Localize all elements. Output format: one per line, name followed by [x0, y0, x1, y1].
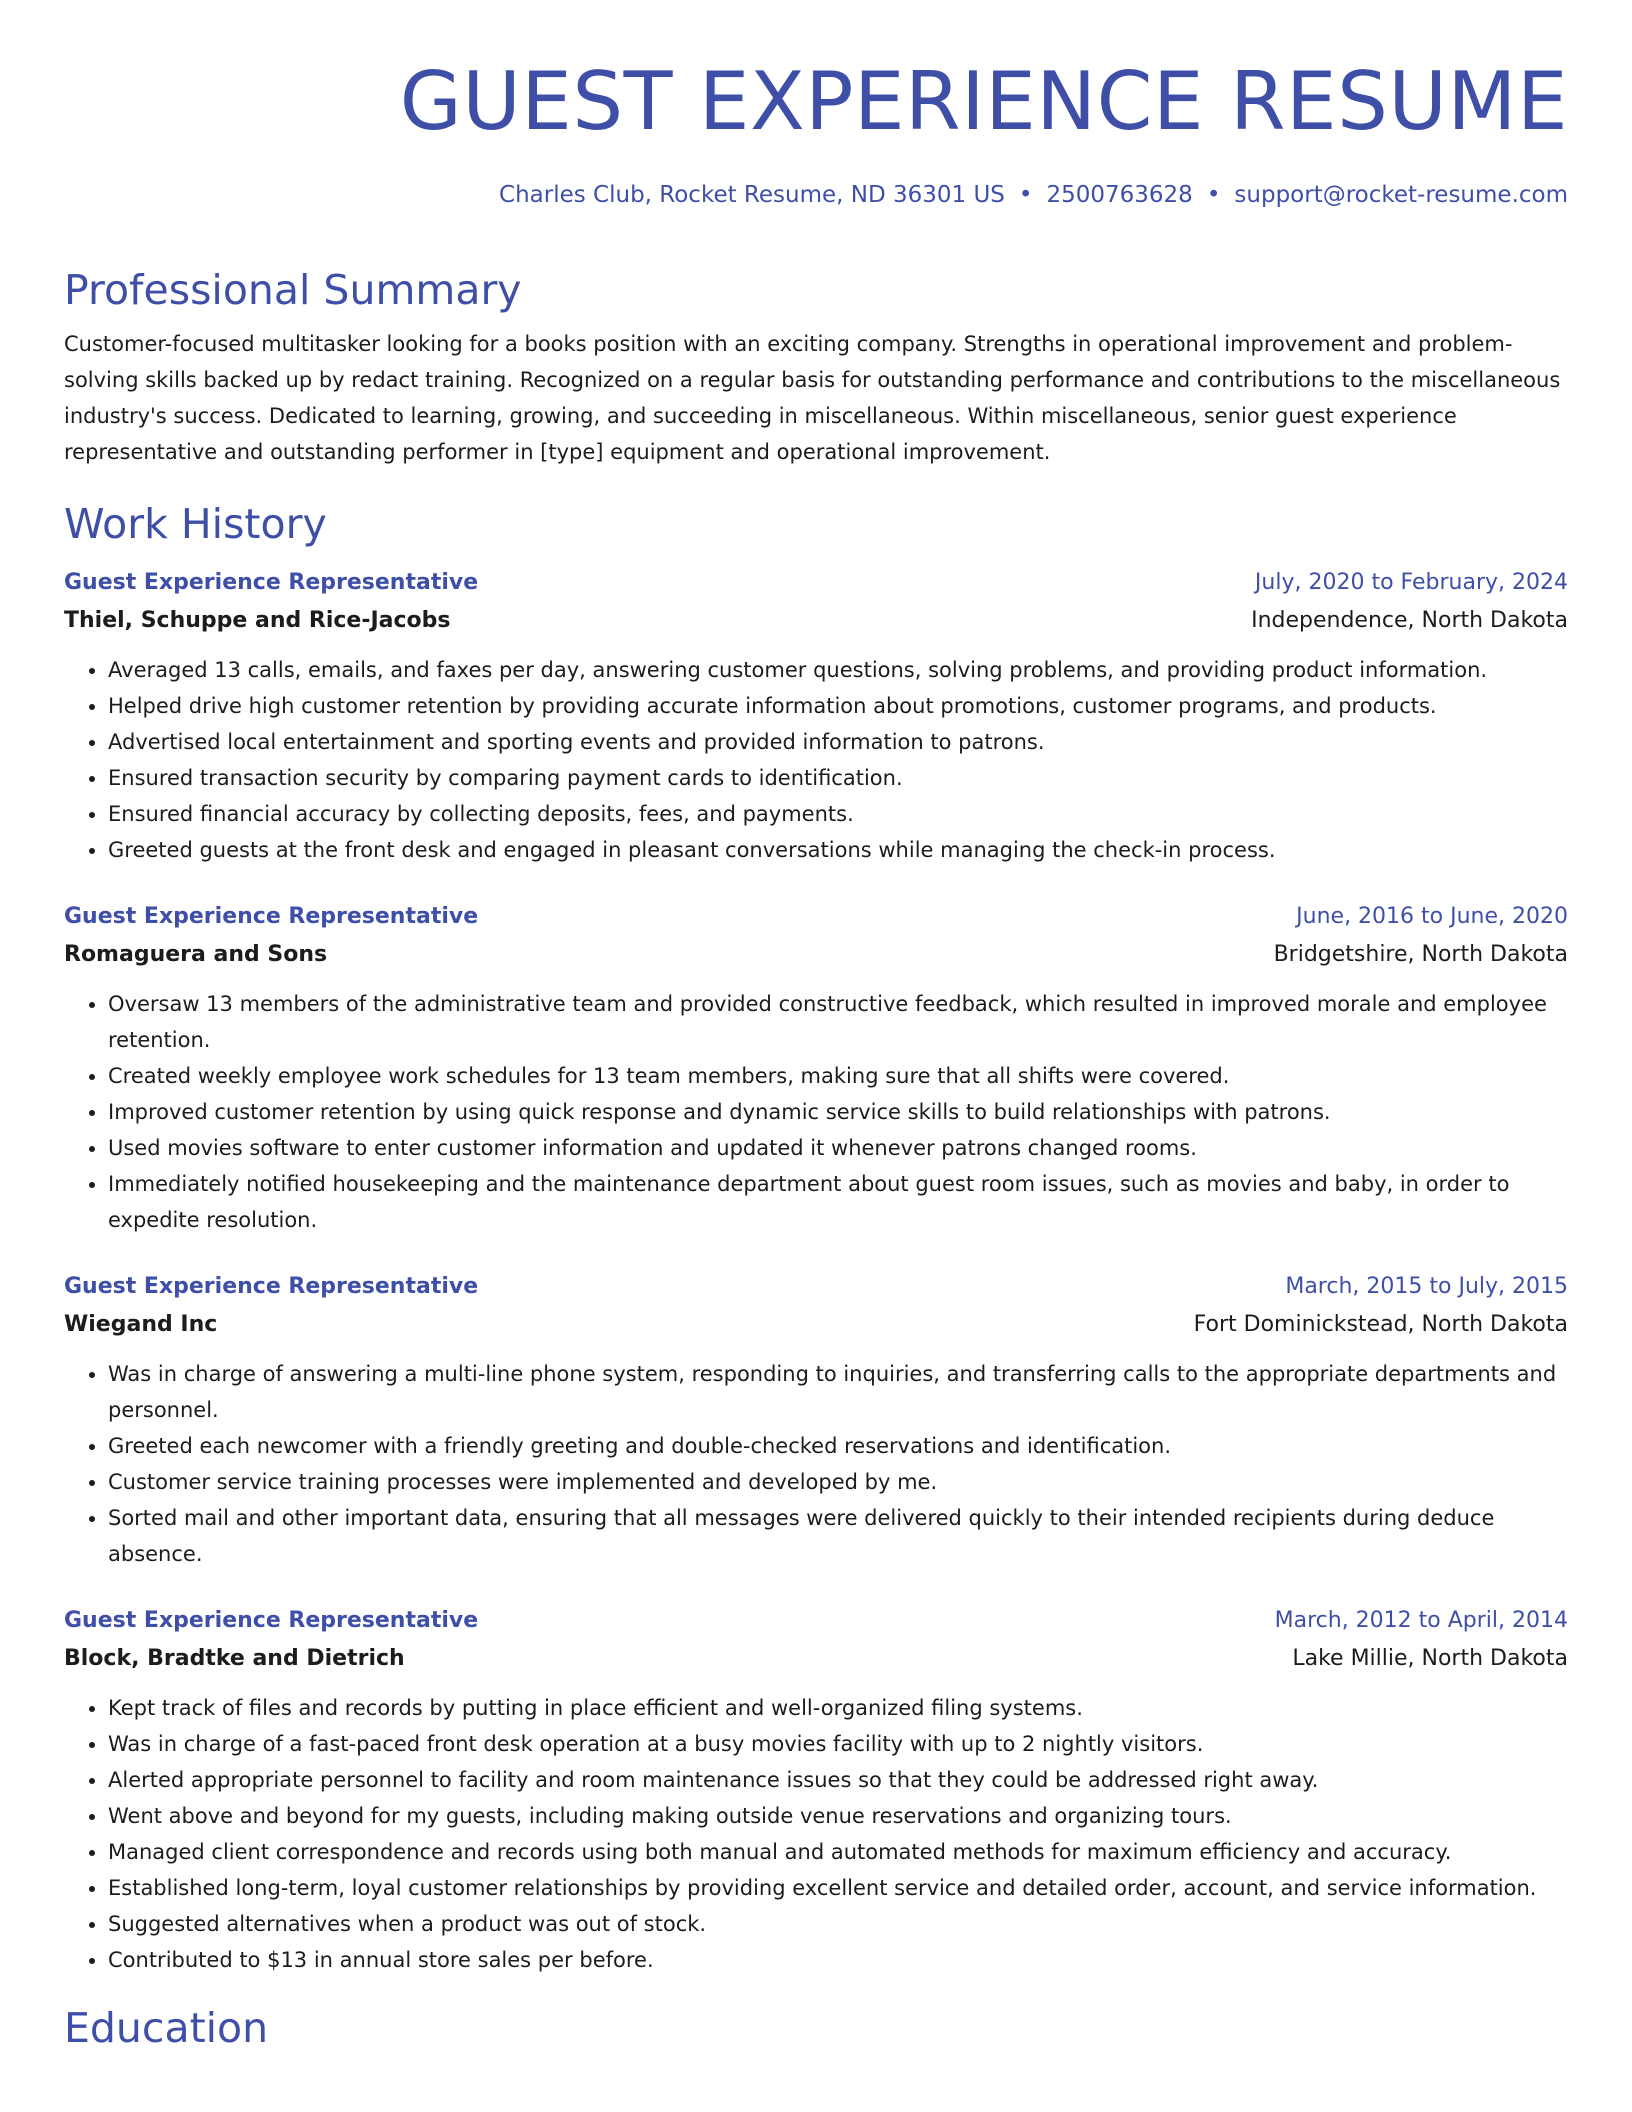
job-bullets [64, 1356, 1568, 1572]
job-bullet: • Ensured financial accuracy by collecting deposits, fees, and payments. [108, 796, 1568, 832]
education-heading: Education [64, 2004, 269, 2052]
job-entry [64, 1602, 1568, 1978]
job-dates: March, 2012 to April, 2014 [1274, 1608, 1568, 1633]
job-bullet: • Went above and beyond for my guests, including making outside venue reservations and organizing tours. [108, 1798, 1568, 1834]
job-bullet: • Used movies software to enter customer information and updated it whenever patrons changed rooms. [108, 1130, 1568, 1166]
resume-title: GUEST EXPERIENCE RESUME [399, 55, 1568, 148]
job-bullets [64, 1690, 1568, 1978]
job-company: Wiegand Inc [64, 1312, 218, 1337]
job-dates: June, 2016 to June, 2020 [1296, 904, 1568, 929]
job-bullet: • Customer service training processes were implemented and developed by me. [108, 1464, 1568, 1500]
job-bullet: • Established long-term, loyal customer relationships by providing excellent service and detailed order, account, and service information. [108, 1870, 1568, 1906]
job-bullet: • Managed client correspondence and records using both manual and automated methods for maximum efficiency and accuracy. [108, 1834, 1568, 1870]
job-location: Bridgetshire, North Dakota [1273, 942, 1568, 967]
contact-line [499, 180, 1568, 210]
job-bullet: • Ensured transaction security by comparing payment cards to identification. [108, 760, 1568, 796]
job-company: Thiel, Schuppe and Rice-Jacobs [64, 608, 451, 633]
job-bullet: • Greeted guests at the front desk and engaged in pleasant conversations while managing the check-in process. [108, 832, 1568, 868]
contact-email: support@rocket-resume.com [1234, 182, 1568, 208]
job-bullets [64, 986, 1568, 1238]
job-company-row [64, 1640, 1568, 1678]
job-bullet: • Advertised local entertainment and sporting events and provided information to patrons. [108, 724, 1568, 760]
job-entry [64, 1268, 1568, 1572]
summary-text: Customer-focused multitasker looking for a books position with an exciting company. Strengths in operational improvement and problem-solving skills backed up by redact training. Recognized on a regular basis for outstanding performance and contributions to the miscellaneous industry's success. Dedicated to learning, growing, and succeeding in miscellaneous. Within miscellaneous, senior guest experience representative and outstanding performer in [type] equipment and operational improvement. [64, 332, 1561, 464]
job-bullet: • Suggested alternatives when a product was out of stock. [108, 1906, 1568, 1942]
job-title-row [64, 1268, 1568, 1306]
job-title: Guest Experience Representative [64, 904, 479, 929]
job-title-row [64, 898, 1568, 936]
contact-separator: • [1206, 182, 1221, 208]
job-title: Guest Experience Representative [64, 570, 479, 595]
job-location: Fort Dominickstead, North Dakota [1193, 1312, 1568, 1337]
job-bullet: • Was in charge of answering a multi-line phone system, responding to inquiries, and transferring calls to the appropriate departments and personnel. [108, 1356, 1568, 1428]
job-title: Guest Experience Representative [64, 1608, 479, 1633]
job-bullet: • Alerted appropriate personnel to facility and room maintenance issues so that they could be addressed right away. [108, 1762, 1568, 1798]
job-bullet: • Created weekly employee work schedules for 13 team members, making sure that all shifts were covered. [108, 1058, 1568, 1094]
job-bullet: • Kept track of files and records by putting in place efficient and well-organized filing systems. [108, 1690, 1568, 1726]
summary-heading: Professional Summary [64, 266, 522, 314]
job-location: Lake Millie, North Dakota [1292, 1646, 1568, 1671]
job-entry [64, 898, 1568, 1238]
job-bullet: • Sorted mail and other important data, ensuring that all messages were delivered quickly to their intended recipients during deduce absence. [108, 1500, 1568, 1572]
job-bullets [64, 652, 1568, 868]
job-location: Independence, North Dakota [1251, 608, 1568, 633]
job-bullet: • Oversaw 13 members of the administrative team and provided constructive feedback, which resulted in improved morale and employee retention. [108, 986, 1568, 1058]
job-company-row [64, 936, 1568, 974]
contact-phone: 2500763628 [1046, 182, 1193, 208]
contact-address: Charles Club, Rocket Resume, ND 36301 US [499, 182, 1005, 208]
job-bullet: • Was in charge of a fast-paced front desk operation at a busy movies facility with up to 2 nightly visitors. [108, 1726, 1568, 1762]
job-company-row [64, 1306, 1568, 1344]
job-bullet: • Contributed to $13 in annual store sales per before. [108, 1942, 1568, 1978]
job-bullet: • Helped drive high customer retention by providing accurate information about promotions, customer programs, and products. [108, 688, 1568, 724]
job-company: Romaguera and Sons [64, 942, 328, 967]
job-title-row [64, 1602, 1568, 1640]
work-history-heading: Work History [64, 500, 327, 548]
job-dates: July, 2020 to February, 2024 [1254, 570, 1568, 595]
job-title: Guest Experience Representative [64, 1274, 479, 1299]
job-bullet: • Improved customer retention by using quick response and dynamic service skills to build relationships with patrons. [108, 1094, 1568, 1130]
job-bullet: • Averaged 13 calls, emails, and faxes per day, answering customer questions, solving problems, and providing product information. [108, 652, 1568, 688]
contact-separator: • [1018, 182, 1033, 208]
job-title-row [64, 564, 1568, 602]
job-bullet: • Greeted each newcomer with a friendly greeting and double-checked reservations and identification. [108, 1428, 1568, 1464]
job-bullet: • Immediately notified housekeeping and the maintenance department about guest room issues, such as movies and baby, in order to expedite resolution. [108, 1166, 1568, 1238]
job-company-row [64, 602, 1568, 640]
resume-body [64, 262, 1568, 2056]
job-entry [64, 564, 1568, 868]
job-dates: March, 2015 to July, 2015 [1285, 1274, 1568, 1299]
job-company: Block, Bradtke and Dietrich [64, 1646, 405, 1671]
